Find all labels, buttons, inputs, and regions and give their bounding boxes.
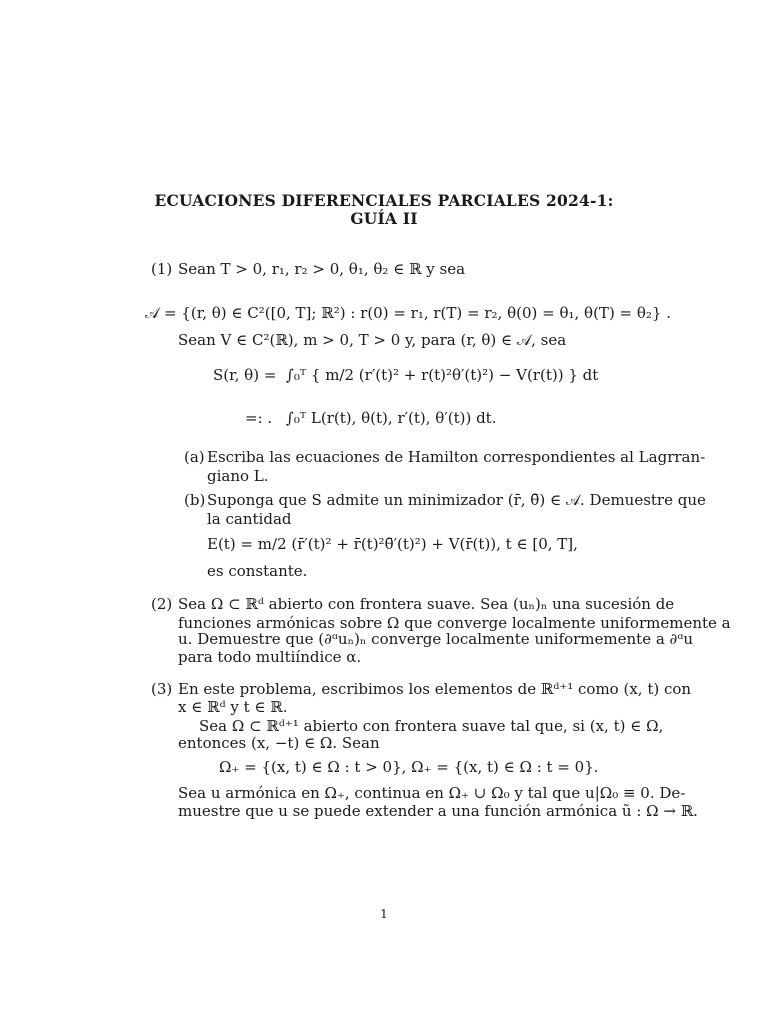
problem-3-line-4: entonces (x, −t) ∈ Ω. Sean	[178, 734, 380, 752]
part-a-line-2: giano L.	[207, 467, 269, 485]
action-lhs: S(r, θ) =	[213, 366, 277, 384]
title-line-2: GUÍA II	[350, 209, 418, 228]
problem-3-line-6: Sea u armónica en Ω₊, continua en Ω₊ ∪ Ω₀ y tal que u|Ω₀ ≡ 0. De-	[178, 784, 686, 802]
problem-1-number: (1)	[151, 260, 173, 278]
part-b-line-2: la cantidad	[207, 510, 292, 528]
problem-2-line-2: funciones armónicas sobre Ω que converge localmente uniformemente a	[178, 614, 731, 632]
problem-2-line-3: u. Demuestre que (∂ᵅuₙ)ₙ converge localmente uniformemente a ∂ᵅu	[178, 630, 693, 648]
problem-1-intro: Sean T > 0, r₁, r₂ > 0, θ₁, θ₂ ∈ ℝ y sea	[178, 260, 466, 278]
action-lagrangian-lhs: =: .	[245, 409, 273, 427]
page-number: 1	[380, 907, 388, 921]
part-a-label: (a)	[184, 448, 205, 466]
problem-2-line-4: para todo multiíndice α.	[178, 648, 362, 666]
part-b-label: (b)	[184, 491, 206, 509]
part-a-line-1: Escriba las ecuaciones de Hamilton correspondientes al Lagrran-	[207, 448, 706, 466]
problem-3-number: (3)	[151, 680, 173, 698]
set-definition: 𝒜 = {(r, θ) ∈ C²([0, T]; ℝ²) : r(0) = r₁, r(T) = r₂, θ(0) = θ₁, θ(T) = θ₂} .	[145, 304, 672, 322]
problem-3-line-3: Sea Ω ⊂ ℝᵈ⁺¹ abierto con frontera suave tal que, si (x, t) ∈ Ω,	[199, 717, 664, 735]
action-integral: ∫₀ᵀ { m/2 (r′(t)² + r(t)²θ′(t)²) − V(r(t)) } dt	[286, 366, 599, 384]
problem-2-number: (2)	[151, 595, 173, 613]
problem-3-line-1: En este problema, escribimos los elementos de ℝᵈ⁺¹ como (x, t) con	[178, 680, 692, 698]
problem-1-line-2: Sean V ∈ C²(ℝ), m > 0, T > 0 y, para (r, θ) ∈ 𝒜, sea	[178, 331, 567, 349]
title-line-1: ECUACIONES DIFERENCIALES PARCIALES 2024-1:	[154, 191, 614, 210]
part-b-line-1: Suponga que S admite un minimizador (r̄, θ̄) ∈ 𝒜. Demuestre que	[207, 491, 706, 509]
problem-2-line-1: Sea Ω ⊂ ℝᵈ abierto con frontera suave. Sea (uₙ)ₙ una sucesión de	[178, 595, 675, 613]
omega-sets: Ω₊ = {(x, t) ∈ Ω : t > 0}, Ω₊ = {(x, t) ∈ Ω : t = 0}.	[219, 758, 599, 776]
problem-3-line-7: muestre que u se puede extender a una función armónica ũ : Ω → ℝ.	[178, 802, 698, 820]
action-lagrangian-integral: ∫₀ᵀ L(r(t), θ(t), r′(t), θ′(t)) dt.	[286, 409, 497, 427]
problem-3-line-2: x ∈ ℝᵈ y t ∈ ℝ.	[178, 698, 288, 716]
energy-equation: E(t) = m/2 (r̄′(t)² + r̄(t)²θ̄′(t)²) + V(r̄(t)), t ∈ [0, T],	[207, 535, 578, 553]
part-b-line-4: es constante.	[207, 562, 308, 580]
